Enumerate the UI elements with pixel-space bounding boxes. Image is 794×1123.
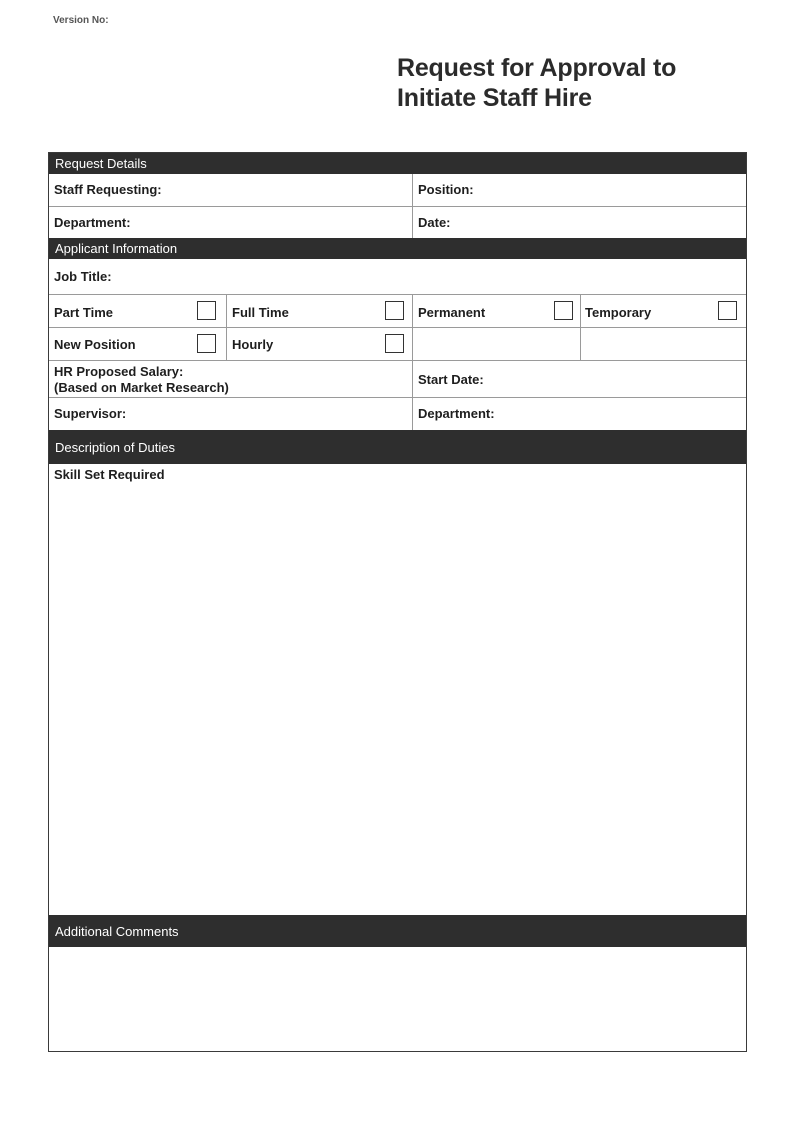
salary-label-line-2: (Based on Market Research): [54, 380, 229, 395]
section-header-applicant-information: [49, 238, 746, 259]
section-title-additional-comments: Additional Comments: [55, 923, 179, 939]
section-header-request-details: [49, 153, 746, 174]
temporary-label: Temporary: [585, 305, 652, 320]
start-date-label: Start Date:: [418, 372, 484, 387]
empty-cell: [413, 328, 580, 360]
section-header-description-of-duties: [49, 430, 746, 464]
page-title: [397, 53, 676, 113]
new-position-label: New Position: [54, 337, 136, 352]
section-title-request-details: Request Details: [55, 156, 147, 171]
date-label: Date:: [418, 215, 451, 230]
full-time-checkbox[interactable]: [385, 301, 404, 320]
part-time-label: Part Time: [54, 305, 114, 320]
version-label: Version No:: [53, 15, 109, 26]
additional-comments-textarea[interactable]: [49, 947, 746, 1051]
section-title-description-of-duties: Description of Duties: [55, 439, 175, 455]
permanent-label: Permanent: [418, 305, 486, 320]
empty-cell: [581, 328, 746, 360]
position-label: Position:: [418, 182, 474, 197]
title-line-2: Initiate Staff Hire: [397, 84, 592, 112]
approval-form: [48, 152, 747, 1052]
hr-proposed-salary-label: [54, 364, 229, 396]
title-line-1: Request for Approval to: [397, 54, 677, 82]
hourly-checkbox[interactable]: [385, 334, 404, 353]
section-header-additional-comments: [49, 915, 746, 947]
temporary-checkbox[interactable]: [718, 301, 737, 320]
supervisor-label: Supervisor:: [54, 406, 127, 421]
permanent-checkbox[interactable]: [554, 301, 573, 320]
job-title-field[interactable]: [49, 259, 746, 294]
staff-requesting-label: Staff Requesting:: [54, 182, 162, 197]
hourly-label: Hourly: [232, 337, 274, 352]
skill-set-textarea[interactable]: [49, 464, 746, 915]
divider: [49, 294, 746, 295]
part-time-checkbox[interactable]: [197, 301, 216, 320]
date-field[interactable]: [413, 207, 746, 238]
applicant-department-label: Department:: [418, 406, 495, 421]
skill-set-label: Skill Set Required: [54, 467, 165, 482]
salary-label-line-1: HR Proposed Salary:: [54, 364, 184, 379]
new-position-checkbox[interactable]: [197, 334, 216, 353]
full-time-label: Full Time: [232, 305, 289, 320]
section-title-applicant-information: Applicant Information: [55, 241, 178, 256]
job-title-label: Job Title:: [54, 269, 112, 284]
department-label: Department:: [54, 215, 131, 230]
